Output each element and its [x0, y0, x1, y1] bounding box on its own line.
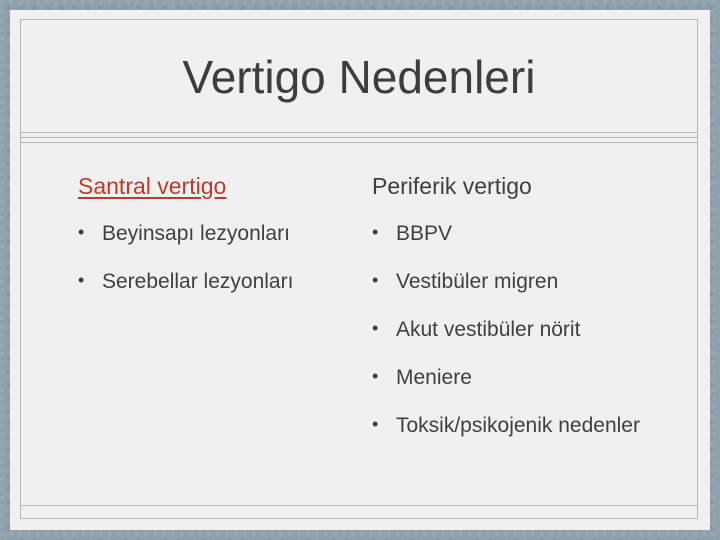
bullet-icon: • [372, 414, 379, 434]
bullet-icon: • [372, 318, 379, 338]
slide [10, 10, 710, 530]
list-item [372, 367, 692, 388]
title-area [21, 20, 697, 133]
list-item [372, 319, 692, 340]
right-column-heading: Periferik vertigo [372, 173, 532, 199]
bullet-icon: • [372, 270, 379, 290]
title-divider [21, 137, 697, 143]
list-item-text: Toksik/psikojenik nedenler [396, 414, 640, 437]
bullet-icon: • [372, 366, 379, 386]
bullet-icon: • [78, 222, 85, 242]
list-item-text: Meniere [396, 366, 472, 389]
list-item [372, 271, 692, 292]
left-column-heading: Santral vertigo [78, 173, 227, 199]
left-column [78, 175, 348, 319]
slide-title: Vertigo Nedenleri [182, 51, 536, 103]
list-item-text: Vestibüler migren [396, 270, 559, 293]
right-bullet-list [372, 223, 692, 436]
list-item-text: BBPV [396, 222, 453, 245]
bullet-icon: • [372, 222, 379, 242]
bullet-icon: • [78, 270, 85, 290]
list-item-text: Serebellar lezyonları [102, 270, 294, 293]
list-item [78, 223, 348, 244]
list-item [372, 223, 692, 244]
list-item-text: Akut vestibüler nörit [396, 318, 581, 341]
list-item-text: Beyinsapı lezyonları [102, 222, 290, 245]
right-column [372, 175, 692, 463]
left-bullet-list [78, 223, 348, 292]
footer-rule [21, 505, 697, 506]
list-item [78, 271, 348, 292]
list-item [372, 415, 692, 436]
